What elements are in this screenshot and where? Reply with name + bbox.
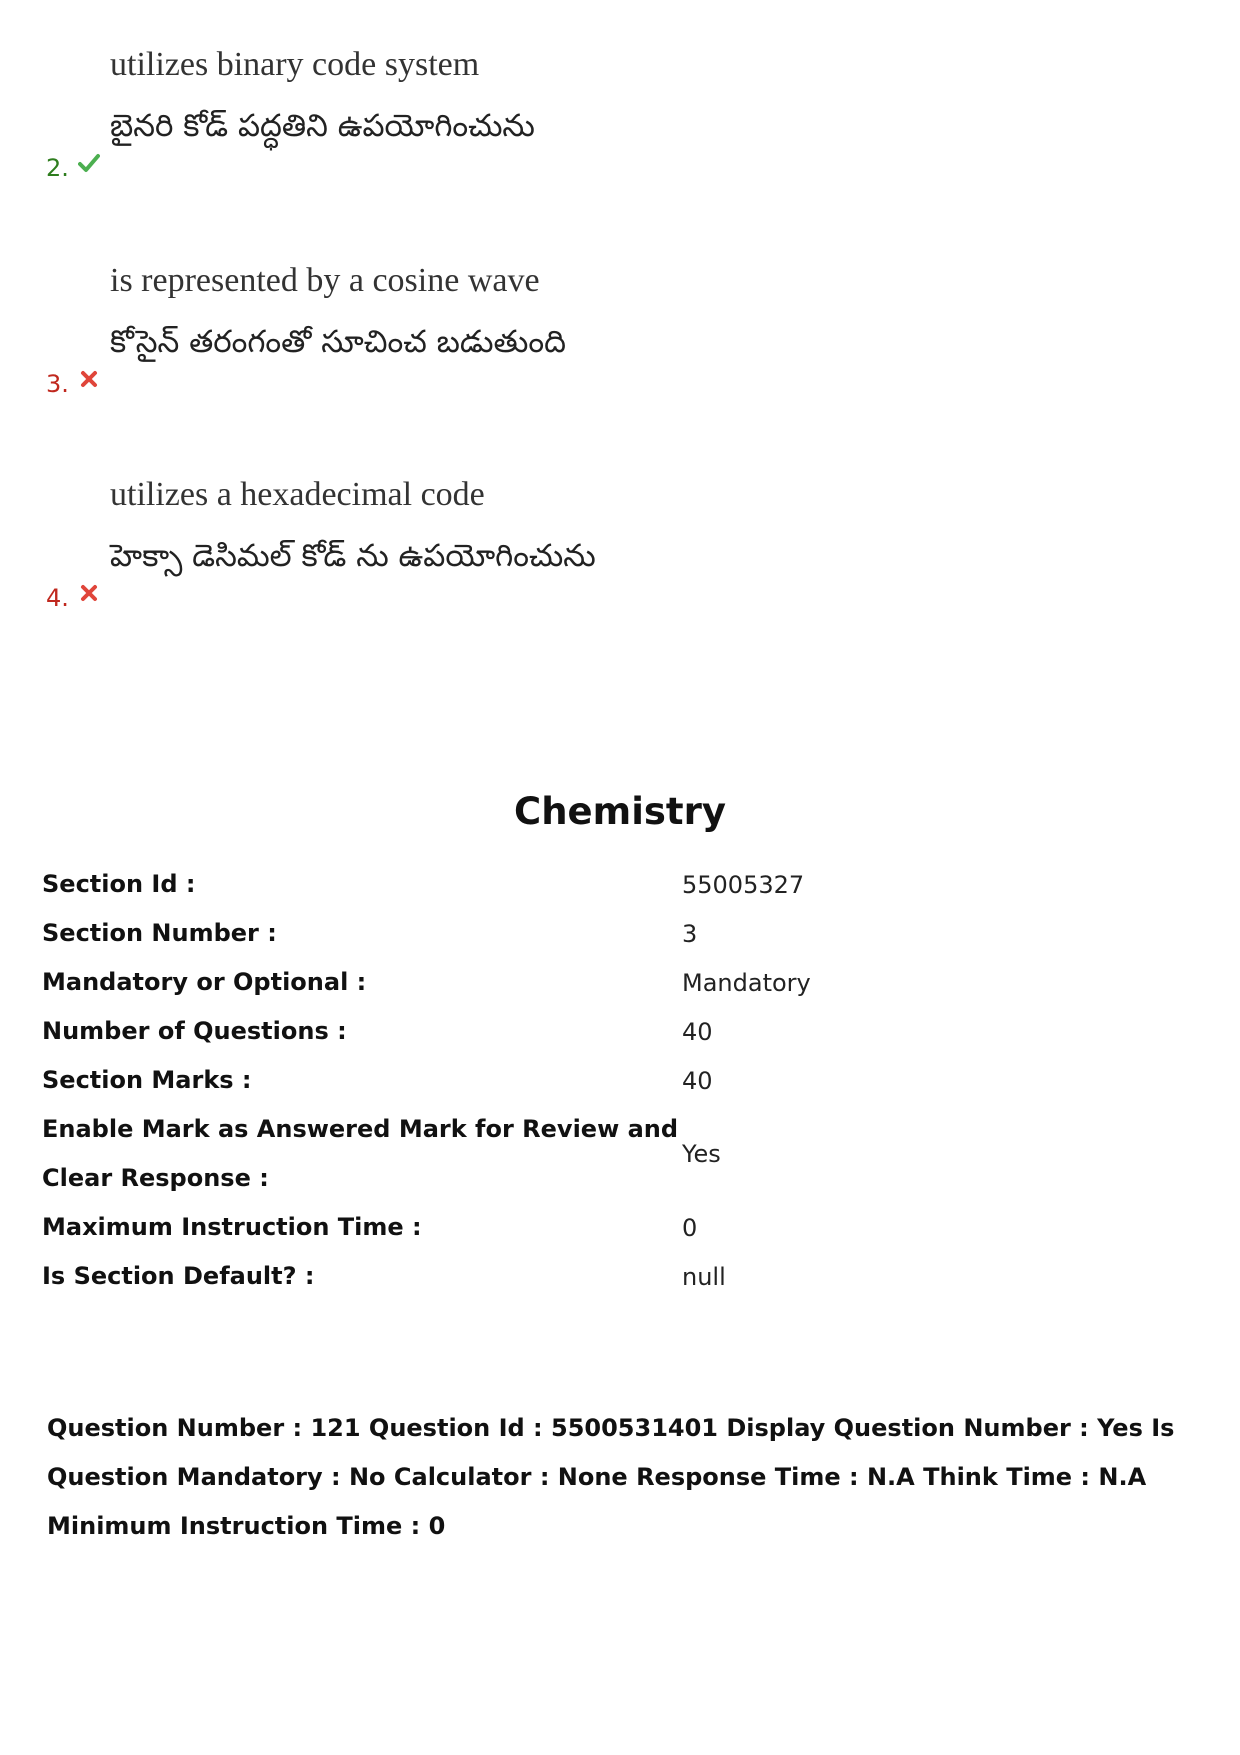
- option-telugu-text: బైనరి కోడ్ పద్ధతిని ఉపయోగించును: [110, 108, 535, 144]
- answer-option-3: [0, 262, 1240, 452]
- info-label: Mandatory or Optional :: [42, 968, 367, 996]
- info-label: Section Id :: [42, 870, 196, 898]
- info-row-section-default: [42, 1252, 1202, 1301]
- info-row-section-number: [42, 909, 1202, 958]
- info-value: 40: [682, 1017, 713, 1046]
- info-row-max-instruction-time: [42, 1203, 1202, 1252]
- info-value: 55005327: [682, 870, 805, 899]
- info-label: Section Number :: [42, 919, 277, 947]
- info-value: 0: [682, 1213, 698, 1242]
- info-value: 40: [682, 1066, 713, 1095]
- option-telugu-text: కోసైన్ తరంగంతో సూచించ బడుతుంది: [110, 324, 566, 360]
- option-number: 4.: [46, 584, 69, 612]
- info-value: 3: [682, 919, 698, 948]
- check-icon: [78, 152, 100, 174]
- info-label: Is Section Default? :: [42, 1262, 315, 1290]
- cross-icon: [78, 368, 100, 390]
- answer-option-2: [0, 46, 1240, 236]
- option-english-text: utilizes binary code system: [110, 46, 480, 83]
- option-number: 3.: [46, 370, 69, 398]
- section-info-table: [42, 860, 1202, 1301]
- info-row-number-of-questions: [42, 1007, 1202, 1056]
- option-english-text: is represented by a cosine wave: [110, 262, 540, 299]
- option-number: 2.: [46, 154, 69, 182]
- info-row-enable-mark: [42, 1105, 1202, 1203]
- option-english-text: utilizes a hexadecimal code: [110, 476, 485, 513]
- answer-option-4: [0, 476, 1240, 666]
- info-row-section-id: [42, 860, 1202, 909]
- info-label: Section Marks :: [42, 1066, 252, 1094]
- info-value: null: [682, 1262, 726, 1291]
- option-telugu-text: హెక్సా డెసిమల్ కోడ్ ను ఉపయోగించును: [110, 538, 596, 574]
- info-value: Mandatory: [682, 968, 811, 997]
- cross-icon: [78, 582, 100, 604]
- section-title: Chemistry: [514, 790, 726, 833]
- info-row-section-marks: [42, 1056, 1202, 1105]
- info-label: Maximum Instruction Time :: [42, 1213, 422, 1241]
- info-value: Yes: [682, 1140, 721, 1168]
- info-row-mandatory: [42, 958, 1202, 1007]
- info-label: Enable Mark as Answered Mark for Review and Clear Response :: [42, 1115, 679, 1192]
- info-label: Number of Questions :: [42, 1017, 347, 1045]
- question-metadata: Question Number : 121 Question Id : 5500531401 Display Question Number : Yes Is Question Mandatory : No Calculator : None Response Time : N.A Think Time : N.A Minimum Instruction Time : 0: [47, 1414, 1175, 1540]
